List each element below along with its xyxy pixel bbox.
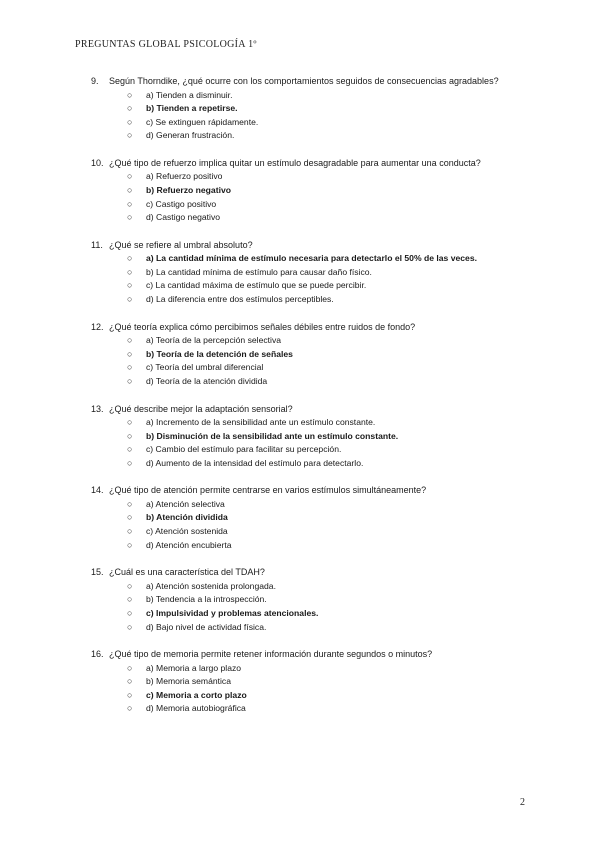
- question-text: [91, 239, 529, 252]
- answer-option: [91, 279, 561, 293]
- circle-bullet-icon: ○: [127, 362, 133, 373]
- question-number: 10.: [91, 157, 104, 168]
- question-4: [91, 321, 561, 389]
- answer-option: [91, 539, 561, 553]
- circle-bullet-icon: ○: [127, 335, 133, 346]
- page-number: 2: [520, 797, 525, 808]
- answer-text: a) La cantidad mínima de estímulo necesaria para detectarlo el 50% de las veces.: [146, 253, 478, 264]
- question-8: [91, 648, 561, 716]
- answer-text: d) Generan frustración.: [146, 130, 235, 141]
- circle-bullet-icon: ○: [127, 348, 133, 359]
- answer-options: [91, 580, 561, 634]
- answer-text: c) Impulsividad y problemas atencionales.: [146, 607, 319, 618]
- answer-option-correct: [91, 102, 561, 116]
- answer-text: d) Castigo negativo: [146, 212, 221, 223]
- answer-option-correct: [91, 252, 561, 266]
- answer-text: b) Refuerzo negativo: [146, 184, 231, 195]
- question-list: [91, 75, 561, 730]
- circle-bullet-icon: ○: [127, 621, 133, 632]
- answer-options: [91, 89, 561, 143]
- answer-option: [91, 334, 561, 348]
- answer-option: [91, 170, 561, 184]
- answer-option-correct: [91, 511, 561, 525]
- answer-option: [91, 443, 561, 457]
- circle-bullet-icon: ○: [127, 430, 133, 441]
- answer-text: d) La diferencia entre dos estímulos perceptibles.: [146, 294, 334, 305]
- circle-bullet-icon: ○: [127, 375, 133, 386]
- answer-option: [91, 457, 561, 471]
- question-label: ¿Qué tipo de memoria permite retener información durante segundos o minutos?: [109, 649, 433, 660]
- answer-text: b) Atención dividida: [146, 512, 228, 523]
- answer-option-correct: [91, 607, 561, 621]
- answer-option: [91, 211, 561, 225]
- answer-option: [91, 375, 561, 389]
- answer-text: d) Atención encubierta: [146, 539, 232, 550]
- circle-bullet-icon: ○: [127, 689, 133, 700]
- answer-text: a) Memoria a largo plazo: [146, 662, 242, 673]
- circle-bullet-icon: ○: [127, 498, 133, 509]
- question-number: 14.: [91, 485, 104, 496]
- answer-option: [91, 580, 561, 594]
- question-6: [91, 484, 561, 552]
- answer-text: d) Memoria autobiográfica: [146, 703, 246, 714]
- question-2: [91, 157, 561, 225]
- answer-option: [91, 198, 561, 212]
- answer-text: b) Teoría de la detención de señales: [146, 348, 293, 359]
- circle-bullet-icon: ○: [127, 130, 133, 141]
- answer-option: [91, 129, 561, 143]
- answer-option-correct: [91, 689, 561, 703]
- answer-option: [91, 525, 561, 539]
- answer-option: [91, 621, 561, 635]
- circle-bullet-icon: ○: [127, 280, 133, 291]
- circle-bullet-icon: ○: [127, 539, 133, 550]
- circle-bullet-icon: ○: [127, 703, 133, 714]
- question-text: [91, 484, 529, 497]
- circle-bullet-icon: ○: [127, 116, 133, 127]
- circle-bullet-icon: ○: [127, 526, 133, 537]
- answer-text: c) Memoria a corto plazo: [146, 689, 247, 700]
- answer-text: c) Cambio del estímulo para facilitar su percepción.: [146, 444, 342, 455]
- answer-text: d) Aumento de la intensidad del estímulo para detectarlo.: [146, 457, 364, 468]
- answer-option: [91, 593, 561, 607]
- question-number: 12.: [91, 321, 104, 332]
- answer-text: b) Disminución de la sensibilidad ante un estímulo constante.: [146, 430, 399, 441]
- answer-text: c) Teoría del umbral diferencial: [146, 362, 264, 373]
- question-3: [91, 239, 561, 307]
- circle-bullet-icon: ○: [127, 676, 133, 687]
- question-label: ¿Qué describe mejor la adaptación sensorial?: [109, 403, 293, 414]
- circle-bullet-icon: ○: [127, 212, 133, 223]
- answer-option: [91, 702, 561, 716]
- question-number: 15.: [91, 567, 104, 578]
- circle-bullet-icon: ○: [127, 594, 133, 605]
- circle-bullet-icon: ○: [127, 198, 133, 209]
- question-label: Según Thorndike, ¿qué ocurre con los comportamientos seguidos de consecuencias agradables?: [109, 76, 499, 86]
- answer-text: c) La cantidad máxima de estímulo que se puede percibir.: [146, 280, 367, 291]
- circle-bullet-icon: ○: [127, 89, 133, 100]
- answer-option: [91, 266, 561, 280]
- circle-bullet-icon: ○: [127, 512, 133, 523]
- answer-option: [91, 675, 561, 689]
- answer-option: [91, 89, 561, 103]
- circle-bullet-icon: ○: [127, 184, 133, 195]
- answer-text: b) La cantidad mínima de estímulo para causar daño físico.: [146, 266, 372, 277]
- circle-bullet-icon: ○: [127, 444, 133, 455]
- circle-bullet-icon: ○: [127, 103, 133, 114]
- answer-text: b) Tienden a repetirse.: [146, 103, 238, 114]
- question-text: [91, 566, 529, 579]
- answer-text: b) Tendencia a la introspección.: [146, 594, 267, 605]
- question-label: ¿Cuál es una característica del TDAH?: [109, 567, 265, 578]
- circle-bullet-icon: ○: [127, 294, 133, 305]
- answer-text: a) Tienden a disminuir.: [146, 89, 233, 100]
- answer-text: c) Castigo positivo: [146, 198, 217, 209]
- question-label: ¿Qué se refiere al umbral absoluto?: [109, 239, 253, 250]
- answer-option: [91, 116, 561, 130]
- question-number: 11.: [91, 239, 103, 250]
- question-text: [91, 403, 529, 416]
- question-number: 16.: [91, 649, 104, 660]
- answer-text: a) Atención sostenida prolongada.: [146, 580, 276, 591]
- circle-bullet-icon: ○: [127, 607, 133, 618]
- question-text: [91, 157, 529, 170]
- circle-bullet-icon: ○: [127, 253, 133, 264]
- answer-options: [91, 334, 561, 388]
- question-label: ¿Qué tipo de atención permite centrarse en varios estímulos simultáneamente?: [109, 485, 427, 496]
- answer-option-correct: [91, 430, 561, 444]
- answer-option-correct: [91, 184, 561, 198]
- question-7: [91, 566, 561, 634]
- answer-text: a) Refuerzo positivo: [146, 171, 223, 182]
- answer-text: b) Memoria semántica: [146, 676, 232, 687]
- question-text: [91, 648, 529, 661]
- answer-option: [91, 498, 561, 512]
- answer-text: d) Bajo nivel de actividad física.: [146, 621, 267, 632]
- circle-bullet-icon: ○: [127, 171, 133, 182]
- answer-text: a) Teoría de la percepción selectiva: [146, 335, 282, 346]
- answer-text: c) Atención sostenida: [146, 526, 228, 537]
- circle-bullet-icon: ○: [127, 417, 133, 427]
- circle-bullet-icon: ○: [127, 457, 133, 468]
- answer-option: [91, 662, 561, 676]
- answer-options: [91, 252, 561, 306]
- answer-text: c) Se extinguen rápidamente.: [146, 116, 259, 127]
- answer-option: [91, 416, 561, 430]
- answer-options: [91, 662, 561, 716]
- question-number: 13.: [91, 403, 104, 414]
- answer-option: [91, 361, 561, 375]
- page-header: PREGUNTAS GLOBAL PSICOLOGÍA 1º: [75, 39, 257, 50]
- answer-options: [91, 170, 561, 224]
- circle-bullet-icon: ○: [127, 662, 133, 673]
- question-label: ¿Qué tipo de refuerzo implica quitar un estímulo desagradable para aumentar una conducta?: [109, 157, 481, 168]
- answer-options: [91, 498, 561, 552]
- answer-text: a) Incremento de la sensibilidad ante un estímulo constante.: [146, 417, 376, 427]
- answer-option-correct: [91, 348, 561, 362]
- circle-bullet-icon: ○: [127, 266, 133, 277]
- question-5: [91, 403, 561, 471]
- answer-text: a) Atención selectiva: [146, 498, 225, 509]
- answer-option: [91, 293, 561, 307]
- question-text: [91, 321, 529, 334]
- answer-options: [91, 416, 561, 470]
- question-number: 9.: [91, 76, 99, 86]
- question-label: ¿Qué teoría explica cómo percibimos señales débiles entre ruidos de fondo?: [109, 321, 416, 332]
- question-text: [91, 75, 529, 88]
- question-1: [91, 75, 561, 143]
- answer-text: d) Teoría de la atención dividida: [146, 375, 268, 386]
- circle-bullet-icon: ○: [127, 580, 133, 591]
